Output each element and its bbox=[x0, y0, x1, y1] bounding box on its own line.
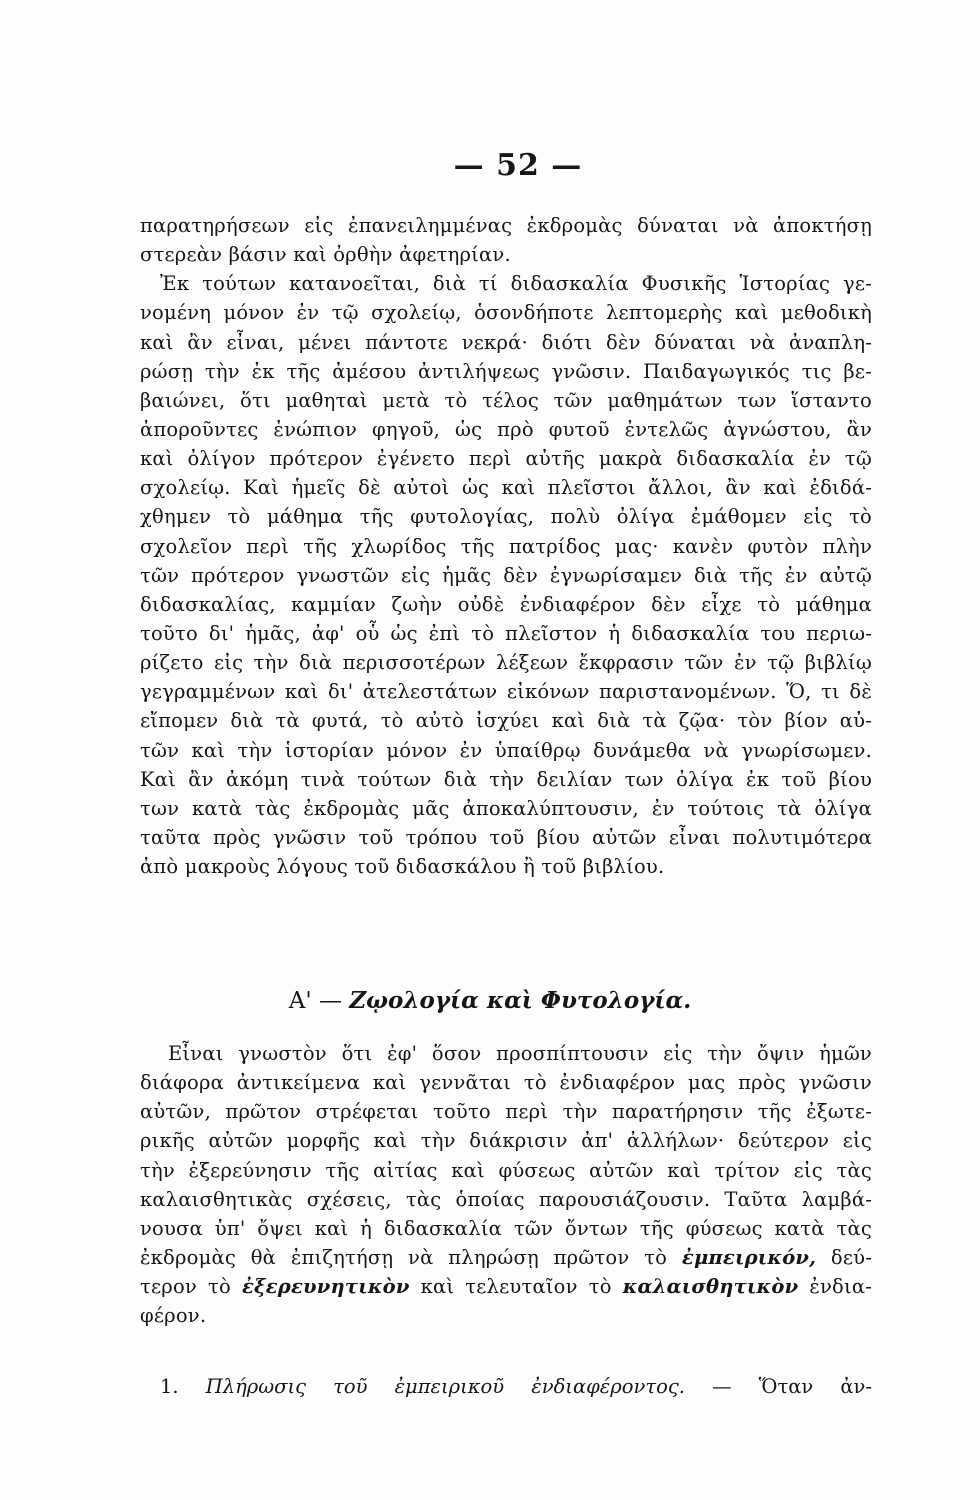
subsection-rest: — Ὅταν ἀν- bbox=[712, 1375, 872, 1398]
text-line: καὶ ἂν εἶναι, μένει πάντοτε νεκρά· διότι δὲν δύναται νὰ ἀναπλη- bbox=[140, 330, 872, 354]
text-run: ἐνδια- bbox=[798, 1275, 872, 1299]
text-line: φέρον. bbox=[140, 1304, 207, 1328]
text-line: των κατὰ τὰς ἐκδρομὰς μᾶς ἀποκαλύπτουσιν, ἐν τούτοις τὰ ὀλίγα bbox=[140, 796, 872, 820]
text-line: τῶν καὶ τὴν ἱστορίαν μόνον ἐν ὑπαίθρῳ δυνάμεθα νὰ γνωρίσωμεν. bbox=[140, 738, 872, 762]
text-line: νομένη μόνον ἐν τῷ σχολείῳ, ὁσονδήποτε λεπτομερὴς καὶ μεθοδικὴ bbox=[140, 301, 872, 325]
text-line: στερεὰν βάσιν καὶ ὀρθὴν ἀφετηρίαν. bbox=[140, 243, 511, 267]
text-line bbox=[140, 1272, 872, 1301]
text-line: παρατηρήσεων εἰς ἐπανειλημμένας ἐκδρομὰς δύναται νὰ ἀποκτήσῃ bbox=[140, 214, 872, 237]
subsection-number: 1. bbox=[160, 1375, 179, 1398]
text-line: τῶν πρότερον γνωστῶν εἰς ἡμᾶς δὲν ἐγνωρίσαμεν διὰ τῆς ἐν αὐτῷ bbox=[140, 563, 872, 587]
text-run: ἐκδρομὰς θὰ ἐπιζητήσῃ νὰ πληρώσῃ πρῶτον τὸ bbox=[140, 1245, 682, 1269]
text-line: αὐτῶν, πρῶτον στρέφεται τοῦτο περὶ τὴν παρατήρησιν τῆς ἐξωτε- bbox=[140, 1100, 872, 1124]
text-run: καὶ τελευταῖον τὸ bbox=[409, 1275, 623, 1299]
text-line: Ἐκ τούτων κατανοεῖται, διὰ τί διδασκαλία Φυσικῆς Ἱστορίας γε- bbox=[160, 272, 872, 296]
emphasis-aesthetic: καλαισθητικὸν bbox=[622, 1275, 799, 1299]
emphasis-empirical: ἐμπειρικόν, bbox=[681, 1245, 817, 1269]
text-line: ταῦτα πρὸς γνῶσιν τοῦ τρόπου τοῦ βίου αὐτῶν εἶναι πολυτιμότερα bbox=[140, 825, 872, 849]
text-line: ἀποροῦντες ἐνώπιον φηγοῦ, ὡς πρὸ φυτοῦ ἐντελῶς ἀγνώστου, ἂν bbox=[140, 417, 872, 441]
text-line: τὴν ἐξερεύνησιν τῆς αἰτίας καὶ φύσεως αὐτῶν καὶ τρίτον εἰς τὰς bbox=[140, 1158, 872, 1182]
emphasis-investigative: ἐξερευνητικὸν bbox=[241, 1275, 410, 1299]
page-number: — 52 — bbox=[453, 148, 583, 183]
text-line: τοῦτο δι' ἡμᾶς, ἀφ' οὗ ὡς ἐπὶ τὸ πλεῖστον ἡ διδασκαλία του περιω- bbox=[140, 621, 872, 645]
text-line: καὶ ὀλίγον πρότερον ἐγένετο περὶ αὐτῆς μακρὰ διδασκαλία ἐν τῷ bbox=[140, 447, 872, 471]
paragraph-1 bbox=[140, 211, 872, 881]
text-line: διδασκαλίας, καμμίαν ζωὴν οὐδὲ ἐνδιαφέρον δὲν εἶχε τὸ μάθημα bbox=[140, 592, 872, 616]
section-heading bbox=[0, 985, 980, 1017]
text-line bbox=[140, 1243, 872, 1272]
section-heading-title: Ζῳολογία καὶ Φυτολογία. bbox=[349, 987, 692, 1014]
text-line: σχολεῖον περὶ τῆς χλωρίδος τῆς πατρίδος μας· κανὲν φυτὸν πλὴν bbox=[140, 534, 872, 558]
text-line: εἴπομεν διὰ τὰ φυτά, τὸ αὐτὸ ἰσχύει καὶ διὰ τὰ ζῷα· τὸν βίον αὐ- bbox=[140, 709, 872, 733]
text-line: ρώσῃ τὴν ἐκ τῆς ἀμέσου ἀντιλήψεως γνῶσιν. Παιδαγωγικός τις βε- bbox=[140, 359, 872, 383]
text-line: ρικῆς αὐτῶν μορφῆς καὶ τὴν διάκρισιν ἀπ' ἀλλήλων· δεύτερον εἰς bbox=[140, 1129, 872, 1153]
text-line: χθημεν τὸ μάθημα τῆς φυτολογίας, πολὺ ὀλίγα ἐμάθομεν εἰς τὸ bbox=[140, 505, 872, 529]
text-line: σχολείῳ. Καὶ ἡμεῖς δὲ αὐτοὶ ὡς καὶ πλεῖστοι ἄλλοι, ἂν καὶ ἐδιδά- bbox=[140, 476, 872, 500]
text-line: ἀπὸ μακροὺς λόγους τοῦ διδασκάλου ἢ τοῦ βιβλίου. bbox=[140, 855, 665, 879]
subsection-title: Πλήρωσις τοῦ ἐμπειρικοῦ ἐνδιαφέροντος. bbox=[205, 1375, 685, 1398]
text-line: βαιώνει, ὅτι μαθηταὶ μετὰ τὸ τέλος τῶν μαθημάτων των ἵσταντο bbox=[140, 388, 872, 412]
text-line: ρίζετο εἰς τὴν διὰ περισσοτέρων λέξεων ἔκφρασιν τῶν ἐν τῷ βιβλίῳ bbox=[140, 651, 872, 675]
text-line: διάφορα ἀντικείμενα καὶ γεννᾶται τὸ ἐνδιαφέρον μας πρὸς γνῶσιν bbox=[140, 1071, 872, 1095]
text-run: τερον τὸ bbox=[140, 1275, 242, 1299]
text-line: νουσα ὑπ' ὄψει καὶ ἡ διδασκαλία τῶν ὄντων τῆς φύσεως κατὰ τὰς bbox=[140, 1216, 872, 1240]
text-line: καλαισθητικὰς σχέσεις, τὰς ὁποίας παρουσιάζουσιν. Ταῦτα λαμβά- bbox=[140, 1187, 872, 1211]
paragraph-2 bbox=[140, 1039, 872, 1330]
text-line: γεγραμμένων καὶ δι' ἀτελεστάτων εἰκόνων παριστανομένων. Ὅ, τι δὲ bbox=[140, 680, 872, 704]
text-line: Καὶ ἂν ἀκόμη τινὰ τούτων διὰ τὴν δειλίαν των ὀλίγα ἐκ τοῦ βίου bbox=[140, 767, 872, 791]
subsection-line bbox=[160, 1371, 872, 1403]
text-line: Εἶναι γνωστὸν ὅτι ἐφ' ὅσον προσπίπτουσιν εἰς τὴν ὄψιν ἡμῶν bbox=[168, 1042, 872, 1065]
text-run: δεύ- bbox=[816, 1245, 873, 1269]
section-heading-prefix: Α' — bbox=[288, 988, 343, 1014]
